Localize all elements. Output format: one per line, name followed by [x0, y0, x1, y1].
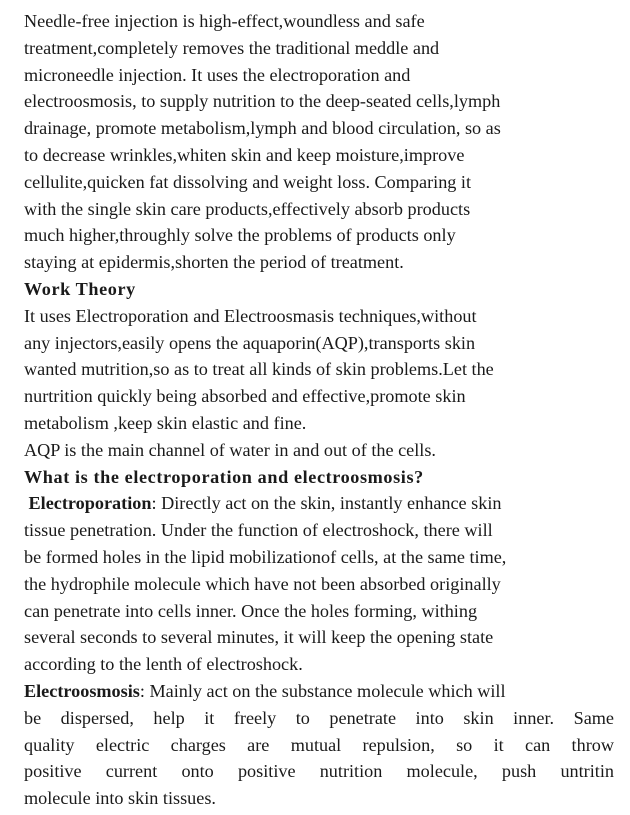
electroosmosis-term: Electroosmosis: [24, 680, 140, 701]
text-line: staying at epidermis,shorten the period of treatment.: [24, 252, 404, 273]
text-line: [24, 490, 618, 517]
text-line: with the single skin care products,effectively absorb products: [24, 198, 471, 219]
text-line: several seconds to several minutes, it will keep the opening state: [24, 627, 494, 648]
intro-paragraph: [24, 8, 618, 276]
electroosmosis-first-line: : Mainly act on the substance molecule which will: [139, 680, 506, 701]
text-line: be formed holes in the lipid mobilizationof cells, at the same time,: [24, 546, 507, 567]
electroporation-term: Electroporation: [28, 493, 152, 514]
text-line: molecule into skin tissues.: [24, 788, 216, 809]
text-line: can penetrate into cells inner. Once the holes forming, withing: [24, 600, 478, 621]
text-line: [24, 678, 618, 705]
electro-heading: What is the electroporation and electroosmosis?: [24, 466, 424, 487]
text-line: tissue penetration. Under the function of electroshock, there will: [24, 520, 493, 541]
text-line: be dispersed, help it freely to penetrate into skin inner. Same: [24, 707, 614, 728]
text-line: the hydrophile molecule which have not been absorbed originally: [24, 573, 501, 594]
text-line: wanted mutrition,so as to treat all kinds of skin problems.Let the: [24, 359, 494, 380]
text-line: nurtrition quickly being absorbed and effective,promote skin: [24, 386, 466, 407]
text-line: according to the lenth of electroshock.: [24, 654, 303, 675]
text-line: drainage, promote metabolism,lymph and blood circulation, so as: [24, 118, 501, 139]
text-line: Needle-free injection is high-effect,woundless and safe: [24, 11, 425, 31]
electroosmosis-paragraph: [24, 678, 618, 812]
electroporation-first-line: : Directly act on the skin, instantly enhance skin: [151, 493, 502, 514]
text-line: to decrease wrinkles,whiten skin and keep moisture,improve: [24, 144, 465, 165]
text-line: cellulite,quicken fat dissolving and weight loss. Comparing it: [24, 171, 472, 192]
text-line: microneedle injection. It uses the electroporation and: [24, 64, 411, 85]
work-theory-paragraph: [24, 303, 618, 464]
text-line: AQP is the main channel of water in and out of the cells.: [24, 439, 436, 460]
text-line: any injectors,easily opens the aquaporin(AQP),transports skin: [24, 332, 476, 353]
text-line: electroosmosis, to supply nutrition to the deep-seated cells,lymph: [24, 91, 501, 112]
electroporation-paragraph: [24, 490, 618, 678]
text-line: treatment,completely removes the traditional meddle and: [24, 37, 440, 58]
text-line: positive current onto positive nutrition molecule, push untritin: [24, 761, 614, 782]
text-line: much higher,throughly solve the problems of products only: [24, 225, 456, 246]
text-line: quality electric charges are mutual repulsion, so it can throw: [24, 734, 614, 755]
work-theory-heading: Work Theory: [24, 278, 136, 299]
text-line: It uses Electroporation and Electroosmasis techniques,without: [24, 305, 477, 326]
text-line: metabolism ,keep skin elastic and fine.: [24, 412, 307, 433]
